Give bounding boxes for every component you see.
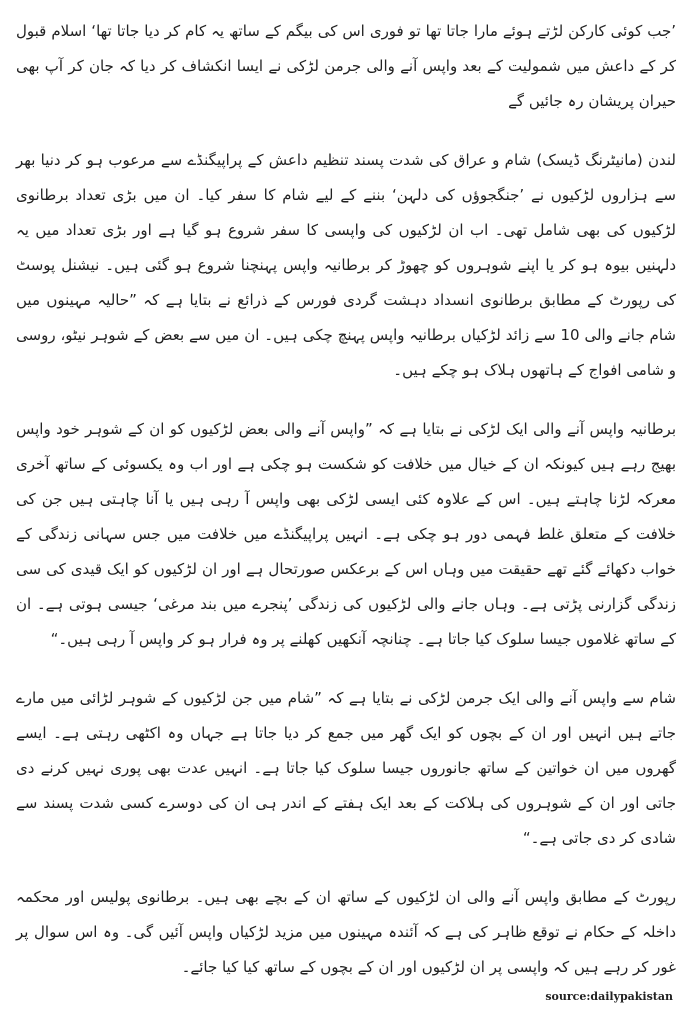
article-paragraph: رپورٹ کے مطابق واپس آنے والی ان لڑکیوں کے ساتھ ان کے بچے بھی ہیں۔ برطانوی پولیس اور محکمہ داخلہ کے حکام نے توقع ظاہر کی ہے کہ آئندہ مہینوں میں مزید لڑکیاں واپس آئیں گی۔ وہ اس سوال پر غور کر رہے ہیں کہ واپسی پر ان لڑکیوں اور ان کے بچوں کے ساتھ کیا کیا جائے۔ (16, 888, 676, 976)
article-body (16, 14, 676, 1009)
article-paragraph: لندن (مانیٹرنگ ڈیسک) شام و عراق کی شدت پسند تنظیم داعش کے پراپیگنڈے سے مرعوب ہو کر دنیا بھر سے ہزاروں لڑکیوں نے ’جنگجوؤں کی دلہن‘ بننے کے لیے شام کا سفر کیا۔ ان میں بڑی تعداد برطانوی لڑکیوں کی بھی شامل تھی۔ اب ان لڑکیوں کی واپسی کا سفر شروع ہو گیا ہے اور بڑی تعداد میں یہ دلہنیں بیوہ ہو کر یا اپنے شوہروں کو چھوڑ کر برطانیہ واپس پہنچنا شروع ہو گئی ہیں۔ نیشنل پوسٹ کی رپورٹ کے مطابق برطانوی انسداد دہشت گردی فورس کے ذرائع نے بتایا ہے کہ ”حالیہ مہینوں میں شام جانے والی 10 سے زائد لڑکیاں برطانیہ واپس پہنچ چکی ہیں۔ ان میں سے بعض کے شوہر نیٹو، روسی و شامی افواج کے ہاتھوں ہلاک ہو چکے ہیں۔ (16, 151, 676, 379)
article-headline-paragraph: ’جب کوئی کارکن لڑتے ہوئے مارا جاتا تھا تو فوری اس کی بیگم کے ساتھ یہ کام کر دیا جاتا تھا‘ اسلام قبول کر کے داعش میں شمولیت کے بعد واپس آنے والی جرمن لڑکی نے ایسا انکشاف کر دیا کہ جان کر آپ بھی حیران پریشان رہ جائیں گے (16, 22, 676, 110)
source-credit: source:dailypakistan (545, 990, 673, 1003)
article-paragraph: برطانیہ واپس آنے والی ایک لڑکی نے بتایا ہے کہ ”واپس آنے والی بعض لڑکیوں کو ان کے شوہر خود واپس بھیج رہے ہیں کیونکہ ان کے خیال میں خلافت کو شکست ہو چکی ہے اور اب وہ یکسوئی کے ساتھ آخری معرکہ لڑنا چاہتے ہیں۔ اس کے علاوہ کئی ایسی لڑکی بھی واپس آ رہی ہیں یا آنا چاہتی ہیں جن کی خلافت کے متعلق غلط فہمی دور ہو چکی ہے۔ انہیں پراپیگنڈے میں خلافت میں جس سہانی زندگی کے خواب دکھائے گئے تھے حقیقت میں وہاں اس کے برعکس صورتحال ہے اور ان لڑکیوں کو ایک قیدی کی سی زندگی گزارنی پڑتی ہے۔ وہاں جانے والی لڑکیوں کی زندگی ’پنجرے میں بند مرغی‘ جیسی ہوتی ہے۔ ان کے ساتھ غلاموں جیسا سلوک کیا جاتا ہے۔ چنانچہ آنکھیں کھلنے پر وہ فرار ہو کر واپس آ رہی ہیں۔“ (16, 420, 676, 648)
article-paragraph: شام سے واپس آنے والی ایک جرمن لڑکی نے بتایا ہے کہ ”شام میں جن لڑکیوں کے شوہر لڑائی میں مارے جاتے ہیں انہیں اور ان کے بچوں کو ایک گھر میں جمع کر دیا جاتا ہے جہاں وہ اکٹھی رہتی ہے۔ ایسے گھروں میں ان خواتین کے ساتھ جانوروں جیسا سلوک کیا جاتا ہے۔ انہیں عدت بھی پوری نہیں کرنے دی جاتی اور ان کے شوہروں کی ہلاکت کے بعد ایک ہفتے کے اندر ہی ان کی دوسرے کسی شدت پسند سے شادی کر دی جاتی ہے۔“ (16, 689, 676, 847)
